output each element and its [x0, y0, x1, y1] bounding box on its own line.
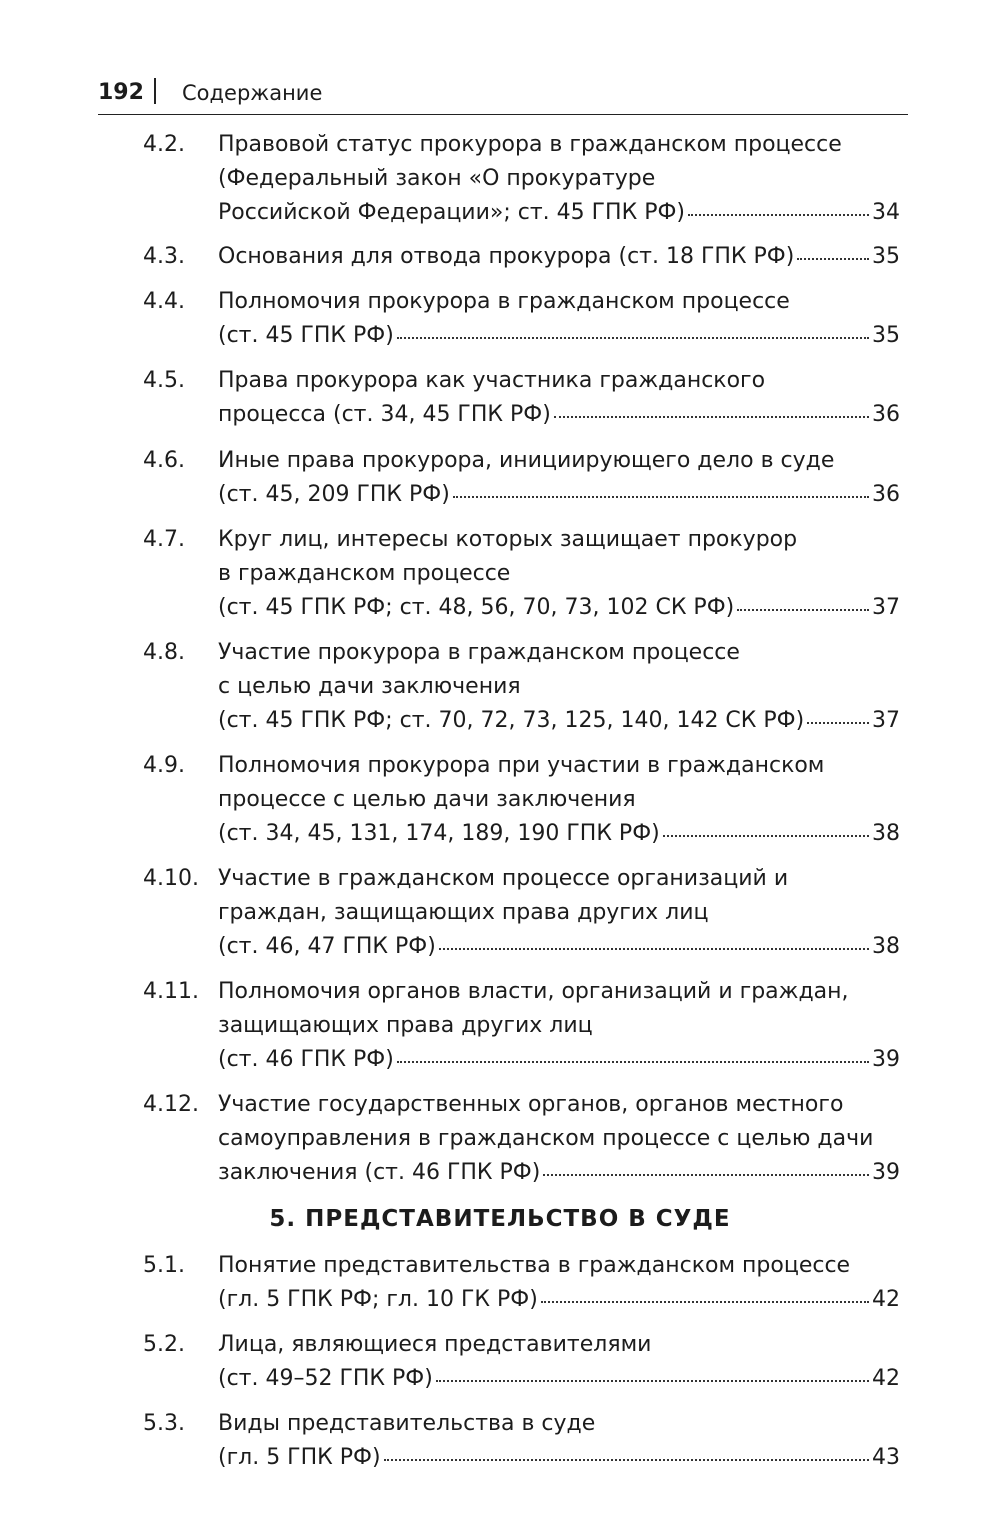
entry-number: 4.10. — [143, 866, 199, 891]
entry-last-line — [218, 319, 900, 353]
entry-number: 5.1. — [143, 1253, 185, 1278]
entry-line: Иные права прокурора, инициирующего дело в суде — [218, 448, 835, 473]
entry-page-number: 38 — [872, 934, 900, 959]
entry-line: в гражданском процессе — [218, 561, 511, 586]
entry-page-number: 36 — [872, 402, 900, 427]
dot-leader — [543, 1174, 869, 1176]
entry-last-line — [218, 478, 900, 512]
entry-page-number: 42 — [872, 1287, 900, 1312]
section-heading: 5. ПРЕДСТАВИТЕЛЬСТВО В СУДЕ — [269, 1206, 731, 1232]
entry-page-number: 39 — [872, 1160, 900, 1185]
entry-number: 5.2. — [143, 1332, 185, 1357]
entry-text — [218, 749, 900, 851]
entry-last-line — [218, 1043, 900, 1077]
header-title: Содержание — [182, 81, 323, 105]
entry-text — [218, 364, 900, 432]
entry-text — [218, 1088, 900, 1190]
dot-leader — [737, 609, 869, 611]
entry-last-line — [218, 704, 900, 738]
entry-number: 4.3. — [143, 244, 185, 269]
dot-leader — [541, 1301, 869, 1303]
entry-last-line — [218, 591, 900, 625]
entry-number: 4.2. — [143, 132, 185, 157]
entry-text — [218, 285, 900, 353]
entry-text — [218, 128, 900, 230]
entry-number: 4.8. — [143, 640, 185, 665]
entry-number: 4.9. — [143, 753, 185, 778]
entry-line: Правовой статус прокурора в гражданском процессе — [218, 132, 842, 157]
entry-line: (ст. 45, 209 ГПК РФ) — [218, 482, 450, 507]
entry-text — [218, 636, 900, 738]
dot-leader — [807, 722, 869, 724]
entry-line: (ст. 45 ГПК РФ; ст. 48, 56, 70, 73, 102 СК РФ) — [218, 595, 735, 620]
entry-line: Полномочия прокурора в гражданском процессе — [218, 289, 790, 314]
dot-leader — [797, 258, 869, 260]
entry-text — [218, 1328, 900, 1396]
entry-last-line — [218, 196, 900, 230]
entry-line: Полномочия органов власти, организаций и граждан, — [218, 979, 849, 1004]
entry-line: Участие государственных органов, органов местного — [218, 1092, 844, 1117]
dot-leader — [397, 1061, 869, 1063]
entry-line: Российской Федерации»; ст. 45 ГПК РФ) — [218, 200, 685, 225]
entry-line: Основания для отвода прокурора (ст. 18 ГПК РФ) — [218, 244, 795, 269]
entry-line: (ст. 49–52 ГПК РФ) — [218, 1366, 433, 1391]
entry-line: (ст. 46, 47 ГПК РФ) — [218, 934, 436, 959]
entry-last-line — [218, 240, 900, 274]
entry-page-number: 38 — [872, 821, 900, 846]
entry-line: Понятие представительства в гражданском процессе — [218, 1253, 851, 1278]
entry-last-line — [218, 1156, 900, 1190]
page-number: 192 — [98, 80, 144, 105]
dot-leader — [436, 1380, 869, 1382]
entry-number: 4.12. — [143, 1092, 199, 1117]
entry-line: процессе с целью дачи заключения — [218, 787, 636, 812]
entry-line: (Федеральный закон «О прокуратуре — [218, 166, 656, 191]
entry-last-line — [218, 930, 900, 964]
entry-line: процесса (ст. 34, 45 ГПК РФ) — [218, 402, 551, 427]
entry-page-number: 39 — [872, 1047, 900, 1072]
entry-page-number: 42 — [872, 1366, 900, 1391]
entry-line: (ст. 45 ГПК РФ; ст. 70, 72, 73, 125, 140, 142 СК РФ) — [218, 708, 805, 733]
entry-line: (гл. 5 ГПК РФ) — [218, 1445, 381, 1470]
entry-line: Круг лиц, интересы которых защищает прокурор — [218, 527, 798, 552]
entry-page-number: 36 — [872, 482, 900, 507]
entry-number: 4.4. — [143, 289, 185, 314]
entry-number: 4.5. — [143, 368, 185, 393]
entry-line: Лица, являющиеся представителями — [218, 1332, 652, 1357]
entry-text — [218, 975, 900, 1077]
entry-text — [218, 240, 900, 274]
dot-leader — [397, 337, 869, 339]
entry-line: заключения (ст. 46 ГПК РФ) — [218, 1160, 541, 1185]
entry-line: Права прокурора как участника гражданского — [218, 368, 766, 393]
entry-line: самоуправления в гражданском процессе с целью дачи — [218, 1126, 874, 1151]
entry-last-line — [218, 398, 900, 432]
entry-line: Полномочия прокурора при участии в гражданском — [218, 753, 825, 778]
dot-leader — [663, 835, 869, 837]
dot-leader — [688, 214, 869, 216]
dot-leader — [384, 1459, 869, 1461]
entry-last-line — [218, 1362, 900, 1396]
entry-line: (ст. 34, 45, 131, 174, 189, 190 ГПК РФ) — [218, 821, 660, 846]
entry-line: с целью дачи заключения — [218, 674, 521, 699]
entry-last-line — [218, 817, 900, 851]
entry-text — [218, 1407, 900, 1475]
entry-page-number: 37 — [872, 708, 900, 733]
page-header — [98, 78, 908, 115]
entry-line: (ст. 46 ГПК РФ) — [218, 1047, 394, 1072]
entry-number: 4.6. — [143, 448, 185, 473]
entry-last-line — [218, 1441, 900, 1475]
entry-text — [218, 1249, 900, 1317]
entry-line: защищающих права других лиц — [218, 1013, 593, 1038]
entry-text — [218, 444, 900, 512]
dot-leader — [453, 496, 869, 498]
entry-page-number: 35 — [872, 323, 900, 348]
entry-line: (гл. 5 ГПК РФ; гл. 10 ГК РФ) — [218, 1287, 538, 1312]
entry-page-number: 35 — [872, 244, 900, 269]
entry-line: Участие в гражданском процессе организаций и — [218, 866, 789, 891]
entry-number: 4.7. — [143, 527, 185, 552]
entry-line: граждан, защищающих права других лиц — [218, 900, 709, 925]
entry-line: (ст. 45 ГПК РФ) — [218, 323, 394, 348]
dot-leader — [554, 416, 869, 418]
entry-text — [218, 523, 900, 625]
entry-number: 5.3. — [143, 1411, 185, 1436]
entry-page-number: 34 — [872, 200, 900, 225]
entry-number: 4.11. — [143, 979, 199, 1004]
entry-last-line — [218, 1283, 900, 1317]
entry-line: Виды представительства в суде — [218, 1411, 596, 1436]
header-divider — [154, 78, 156, 104]
entry-page-number: 37 — [872, 595, 900, 620]
entry-page-number: 43 — [872, 1445, 900, 1470]
dot-leader — [439, 948, 869, 950]
entry-line: Участие прокурора в гражданском процессе — [218, 640, 740, 665]
entry-text — [218, 862, 900, 964]
